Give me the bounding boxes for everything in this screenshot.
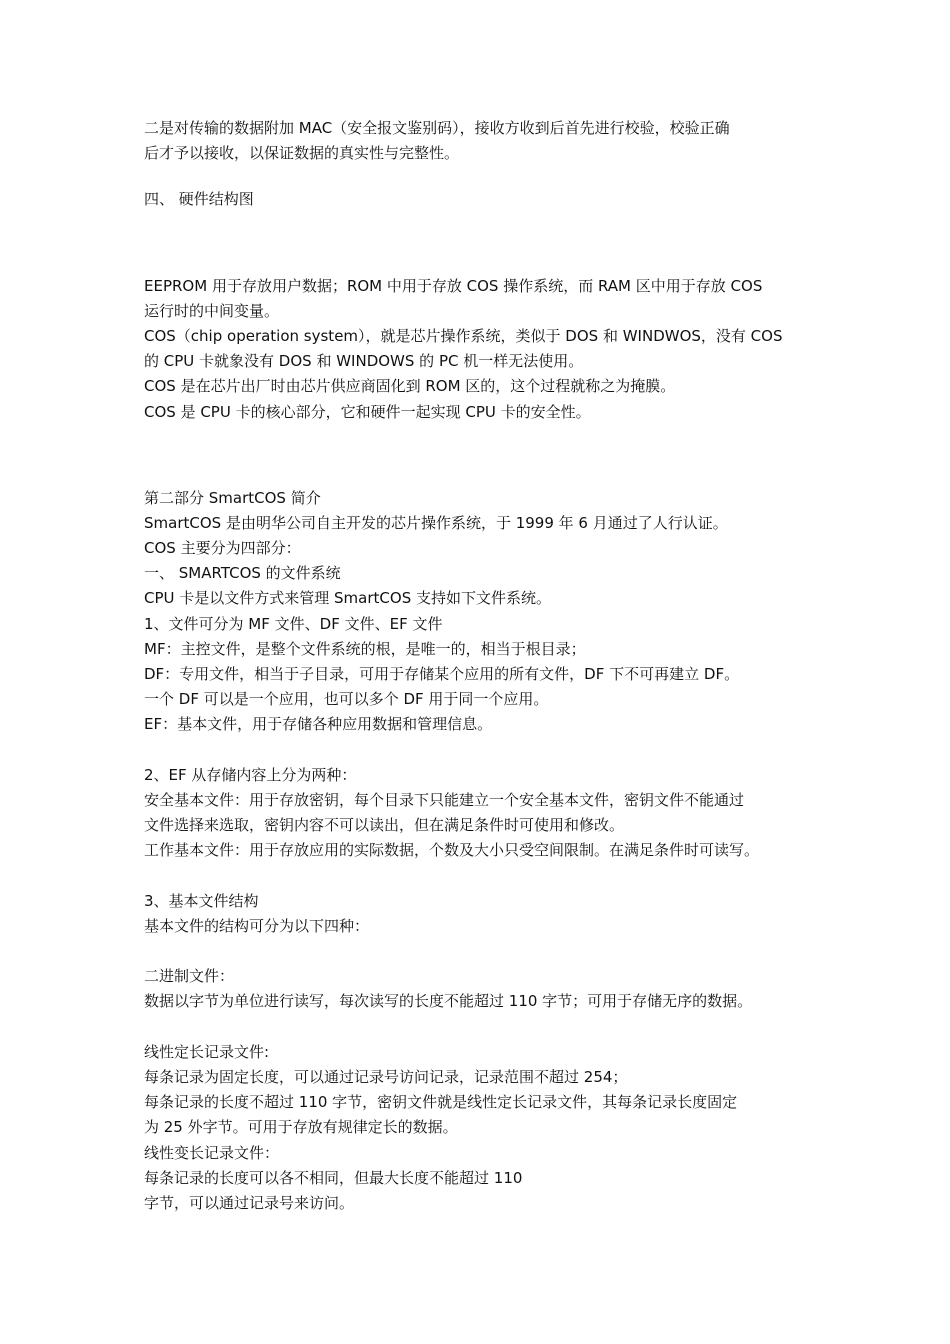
subsection-heading: 1、文件可分为 MF 文件、DF 文件、EF 文件 (144, 614, 443, 633)
paragraph-line: COS（chip operation system），就是芯片操作系统，类似于 DOS 和 WINDWOS，没有 COS (144, 326, 783, 345)
paragraph-line: 运行时的中间变量。 (144, 301, 280, 320)
section-heading: 四、 硬件结构图 (144, 190, 254, 209)
paragraph-line: 每条记录的长度不超过 110 字节，密钥文件就是线性定长记录文件，其每条记录长度固定 (144, 1093, 738, 1112)
file-type-heading: 二进制文件： (144, 967, 235, 986)
paragraph-line: 工作基本文件：用于存放应用的实际数据，个数及大小只受空间限制。在满足条件时可读写。 (144, 841, 760, 860)
paragraph-line: EF：基本文件，用于存储各种应用数据和管理信息。 (144, 715, 493, 734)
subsection-heading: 2、EF 从存储内容上分为两种： (144, 765, 357, 784)
paragraph-line: COS 主要分为四部分： (144, 539, 301, 558)
file-type-heading: 线性变长记录文件： (144, 1143, 280, 1162)
section-heading: 一、 SMARTCOS 的文件系统 (144, 564, 341, 583)
paragraph-line: 文件选择来选取，密钥内容不可以读出，但在满足条件时可使用和修改。 (144, 816, 625, 835)
paragraph-line: 后才予以接收，以保证数据的真实性与完整性。 (144, 144, 460, 163)
paragraph-line: MF：主控文件，是整个文件系统的根，是唯一的，相当于根目录； (144, 639, 586, 658)
document-page (144, 116, 812, 1216)
paragraph-line: 为 25 外字节。可用于存放有规律定长的数据。 (144, 1118, 458, 1137)
paragraph-line: 数据以字节为单位进行读写，每次读写的长度不能超过 110 字节；可用于存储无序的数据。 (144, 992, 753, 1011)
paragraph-line: EEPROM 用于存放用户数据；ROM 中用于存放 COS 操作系统，而 RAM 区中用于存放 COS (144, 276, 763, 295)
paragraph-line: 的 CPU 卡就象没有 DOS 和 WINDOWS 的 PC 机一样无法使用。 (144, 352, 584, 371)
paragraph-line: SmartCOS 是由明华公司自主开发的芯片操作系统，于 1999 年 6 月通过了人行认证。 (144, 513, 728, 532)
paragraph-line: 字节，可以通过记录号来访问。 (144, 1193, 355, 1212)
paragraph-line: 安全基本文件：用于存放密钥，每个目录下只能建立一个安全基本文件，密钥文件不能通过 (144, 790, 745, 809)
part-heading: 第二部分 SmartCOS 简介 (144, 488, 321, 507)
subsection-heading: 3、基本文件结构 (144, 891, 259, 910)
paragraph-line: 一个 DF 可以是一个应用，也可以多个 DF 用于同一个应用。 (144, 690, 549, 709)
paragraph-line: COS 是在芯片出厂时由芯片供应商固化到 ROM 区的，这个过程就称之为掩膜。 (144, 377, 676, 396)
paragraph-line: CPU 卡是以文件方式来管理 SmartCOS 支持如下文件系统。 (144, 589, 551, 608)
paragraph-line: DF：专用文件，相当于子目录，可用于存储某个应用的所有文件，DF 下不可再建立 DF。 (144, 665, 740, 683)
file-type-heading: 线性定长记录文件: (144, 1042, 270, 1061)
paragraph-line: 每条记录为固定长度，可以通过记录号访问记录，记录范围不超过 254； (144, 1068, 628, 1086)
paragraph-line: COS 是 CPU 卡的核心部分，它和硬件一起实现 CPU 卡的安全性。 (144, 402, 591, 421)
paragraph-line: 基本文件的结构可分为以下四种： (144, 916, 370, 935)
paragraph-line: 二是对传输的数据附加 MAC（安全报文鉴别码），接收方收到后首先进行校验，校验正确 (144, 119, 730, 137)
paragraph-line: 每条记录的长度可以各不相同，但最大长度不能超过 110 (144, 1168, 523, 1187)
